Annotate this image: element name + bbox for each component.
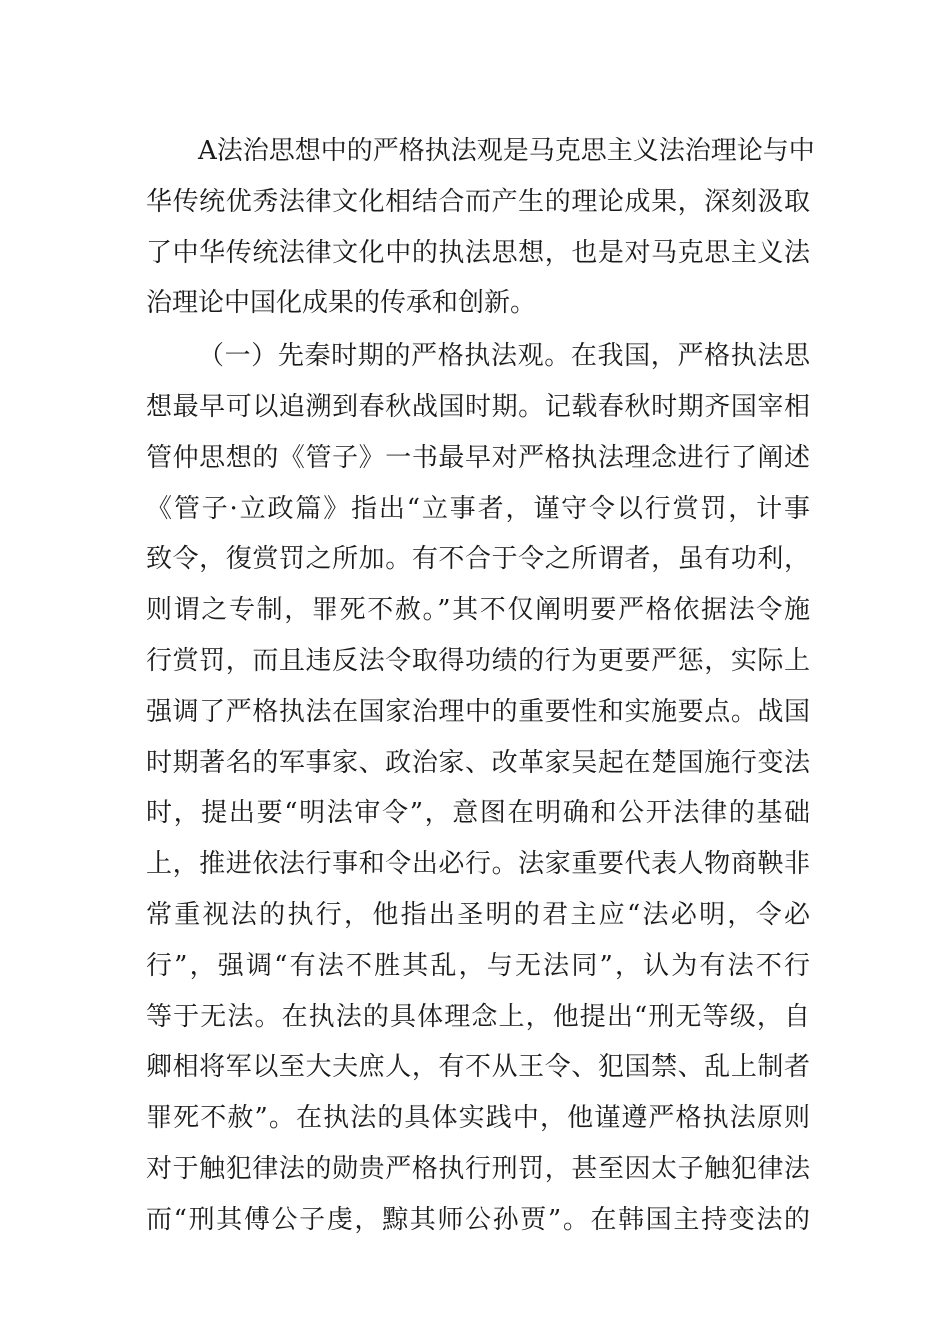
paragraph-line: 时，提出要“明法审令”，意图在明确和公开法律的基础 <box>146 798 810 829</box>
paragraph-line: （一）先秦时期的严格执法观。在我国，严格执法思 <box>198 341 810 372</box>
paragraph-line: 对于触犯律法的勋贵严格执行刑罚，甚至因太子触犯律法 <box>146 1153 810 1184</box>
paragraph-2 <box>146 331 810 1245</box>
paragraph-1 <box>146 126 815 329</box>
paragraph-line: A法治思想中的严格执法观是马克思主义法治理论与中 <box>198 136 815 166</box>
paragraph-line: 强调了严格执法在国家治理中的重要性和实施要点。战国 <box>146 696 810 727</box>
paragraph-line: 时期著名的军事家、政治家、改革家吴起在楚国施行变法 <box>146 747 810 778</box>
document-body <box>146 126 815 1246</box>
paragraph-line: 致令，復赏罚之所加。有不合于令之所谓者，虽有功利， <box>146 544 810 575</box>
paragraph-line: 罪死不赦”。在执法的具体实践中，他谨遵严格执法原则 <box>146 1103 810 1134</box>
paragraph-line: 治理论中国化成果的传承和创新。 <box>146 288 537 319</box>
paragraph-line: 卿相将军以至大夫庶人，有不从王令、犯国禁、乱上制者 <box>146 1052 810 1083</box>
paragraph-line: 华传统优秀法律文化相结合而产生的理论成果，深刻汲取 <box>146 186 810 217</box>
paragraph-line: 想最早可以追溯到春秋战国时期。记载春秋时期齐国宰相 <box>146 391 810 422</box>
paragraph-line: 行赏罚，而且违反法令取得功绩的行为更要严惩，实际上 <box>146 645 810 676</box>
paragraph-line: 等于无法。在执法的具体理念上，他提出“刑无等级，自 <box>146 1001 810 1032</box>
paragraph-line: 《管子·立政篇》指出“立事者，谨守令以行赏罚，计事 <box>146 493 810 524</box>
paragraph-line: 了中华传统法律文化中的执法思想，也是对马克思主义法 <box>146 237 810 268</box>
paragraph-line: 管仲思想的《管子》一书最早对严格执法理念进行了阐述 <box>146 442 810 473</box>
paragraph-line: 常重视法的执行，他指出圣明的君主应“法必明，令必 <box>146 899 810 930</box>
paragraph-line: 则谓之专制，罪死不赦。”其不仅阐明要严格依据法令施 <box>146 595 810 626</box>
paragraph-line: 上，推进依法行事和令出必行。法家重要代表人物商鞅非 <box>146 849 810 880</box>
paragraph-line: 而“刑其傅公子虔，黥其师公孙贾”。在韩国主持变法的 <box>146 1204 810 1235</box>
paragraph-line: 行”，强调“有法不胜其乱，与无法同”，认为有法不行 <box>146 950 810 981</box>
